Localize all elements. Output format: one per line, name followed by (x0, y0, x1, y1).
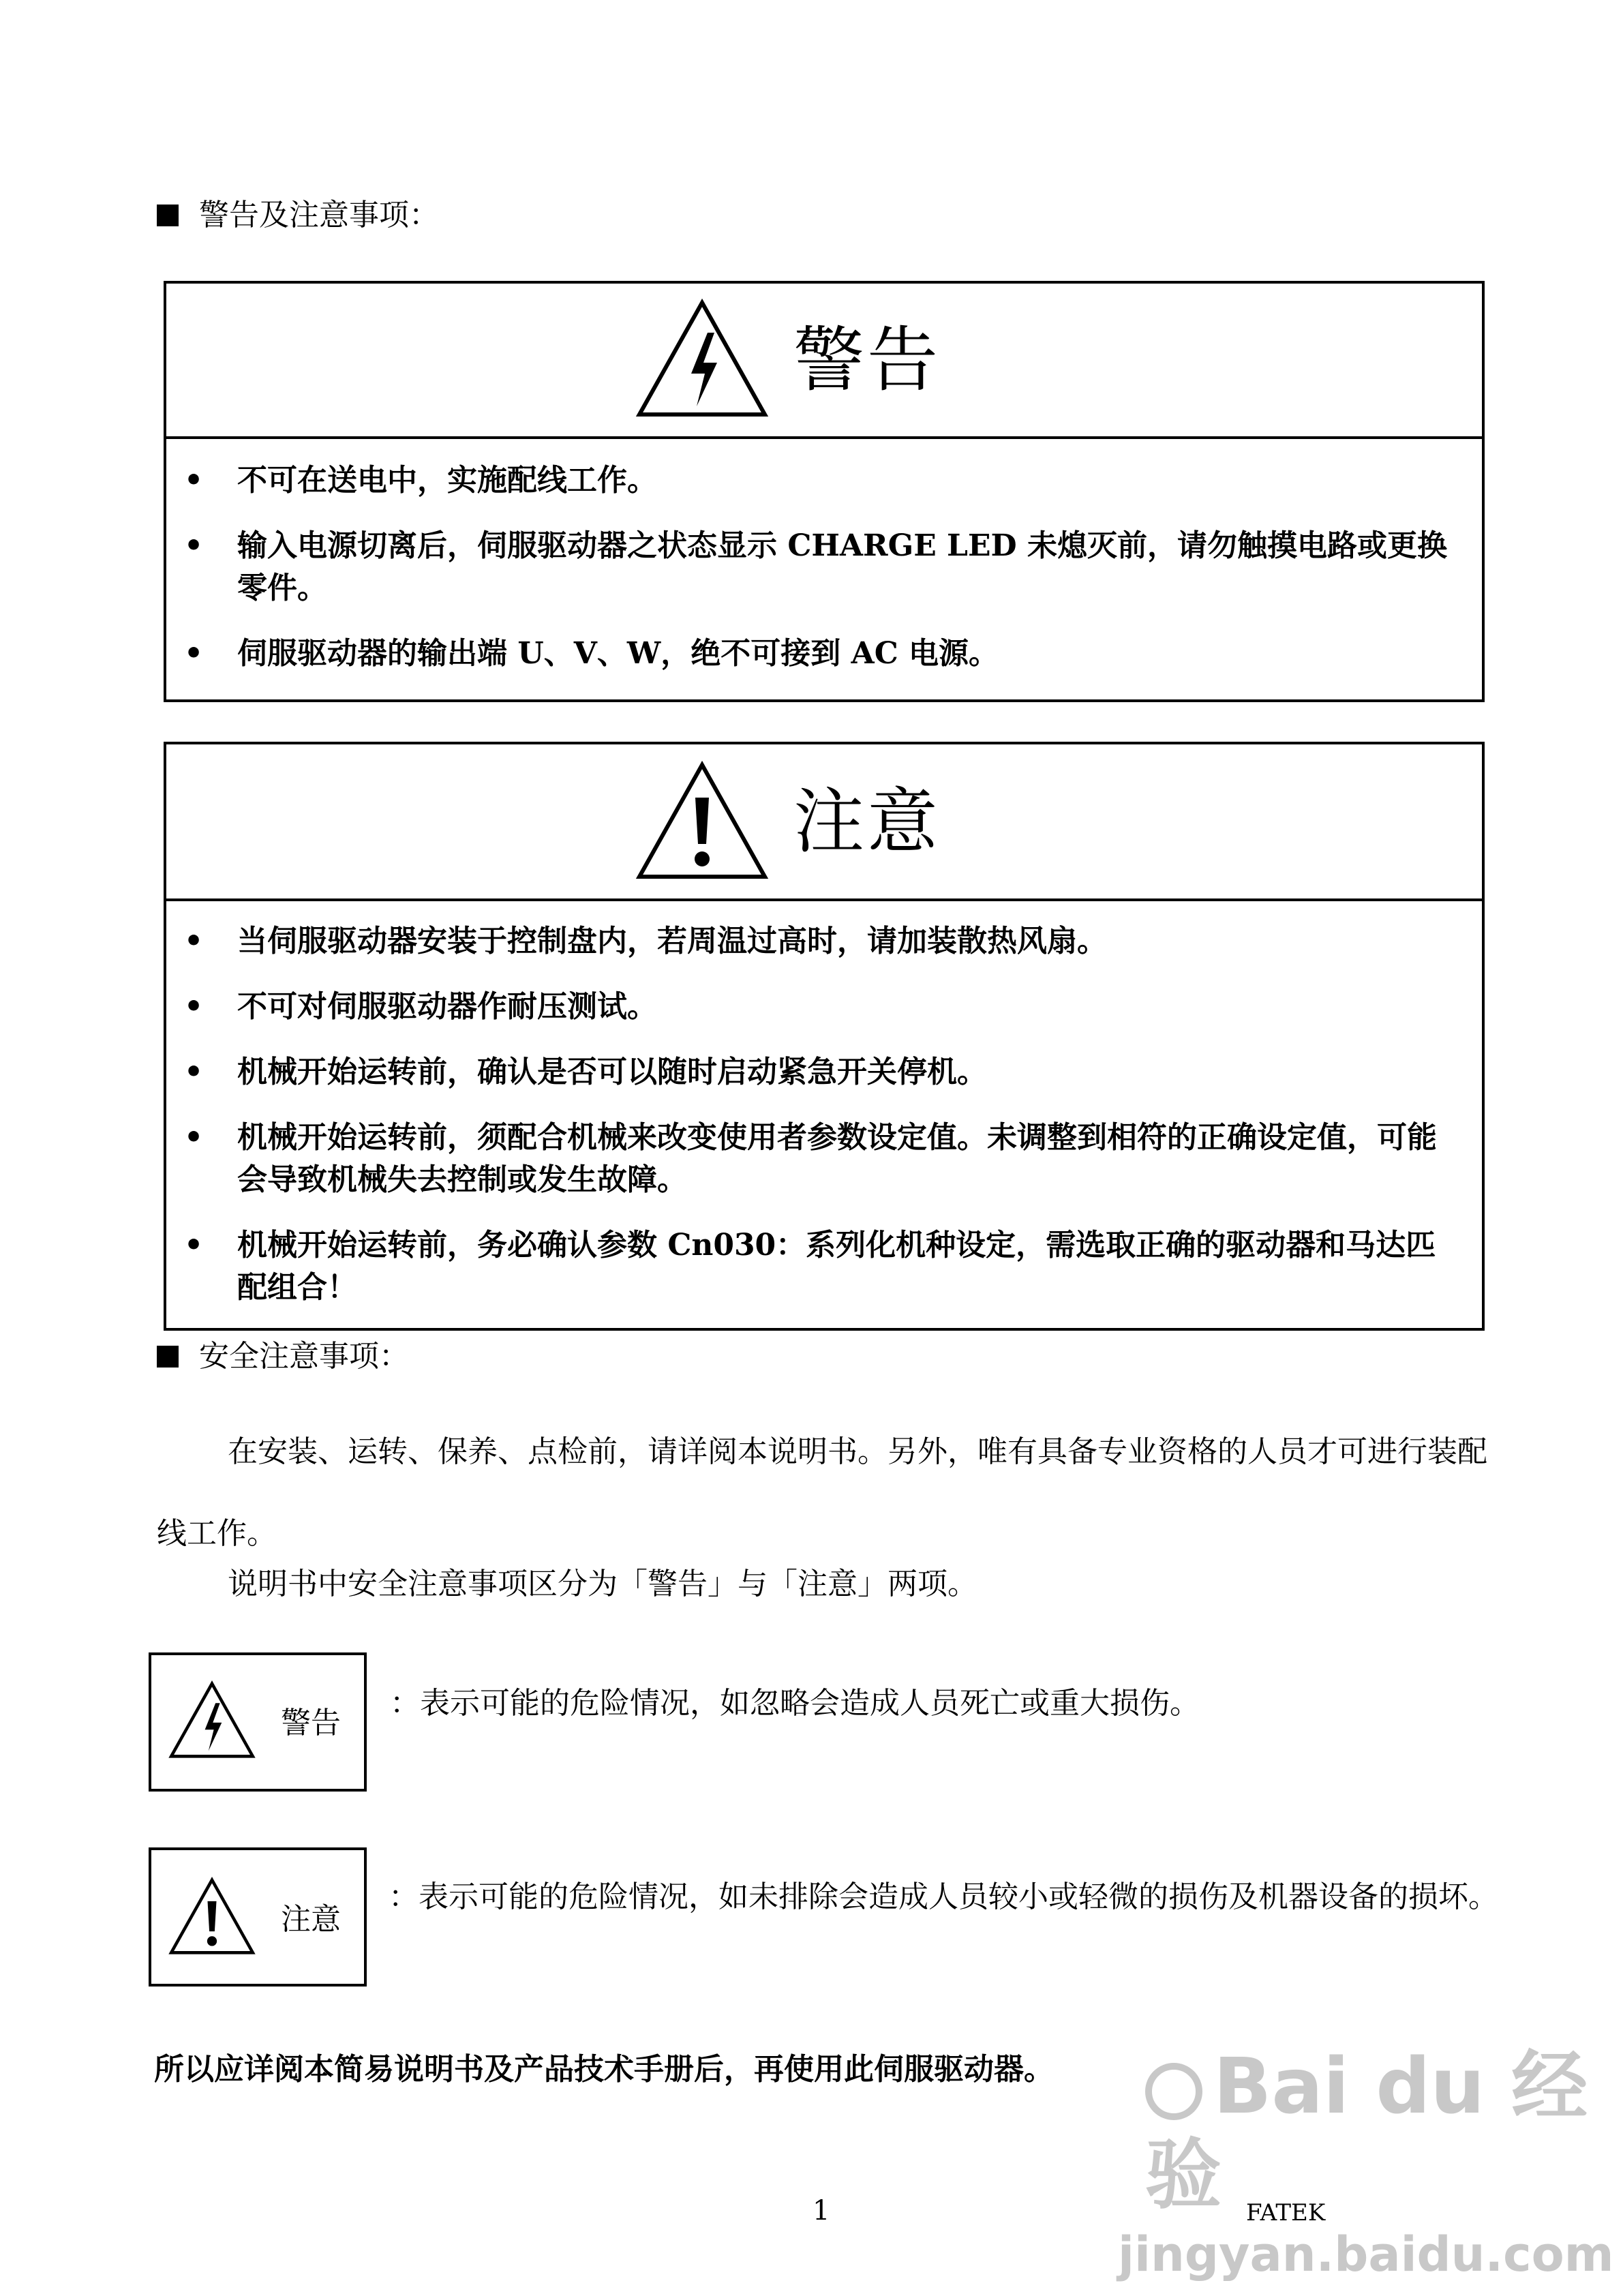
square-bullet-icon (157, 1346, 179, 1368)
warning-box (164, 281, 1485, 702)
section-heading-safety (157, 1336, 409, 1377)
watermark-logo-text: Bai du 经验 (1145, 2042, 1588, 2220)
list-item: • 机械开始运转前，确认是否可以随时启动紧急开关停机。 (166, 1051, 1482, 1093)
warning-list (166, 459, 1482, 675)
baidu-paw-icon (1145, 2063, 1202, 2120)
lightning-warning-icon (168, 1680, 256, 1760)
caution-title: 注意 (793, 780, 941, 863)
lightning-warning-icon (634, 297, 770, 420)
paragraph-intro: 在安装、运转、保养、点检前，请详阅本说明书。另外，唯有具备专业资格的人员才可进行装配线工作。 (157, 1434, 1487, 1551)
caution-box-header (166, 744, 1482, 901)
list-item: • 机械开始运转前，务必确认参数 Cn030：系列化机种设定，需选取正确的驱动器和马达匹配组合！ (166, 1224, 1482, 1309)
list-item: • 不可对伺服驱动器作耐压测试。 (166, 986, 1482, 1028)
exclamation-caution-icon (634, 759, 770, 882)
section-heading-warnings (157, 195, 439, 236)
list-item: • 伺服驱动器的输出端 U、V、W，绝不可接到 AC 电源。 (166, 633, 1482, 675)
closing-statement: 所以应详阅本简易说明书及产品技术手册后，再使用此伺服驱动器。 (154, 2052, 1054, 2087)
legend-warning-box (149, 1652, 367, 1792)
legend-warning-desc: ：表示可能的危险情况，如忽略会造成人员死亡或重大损伤。 (390, 1686, 1200, 1721)
exclamation-caution-icon (168, 1876, 256, 1957)
watermark-url: jingyan.baidu.com (1118, 2226, 1614, 2282)
page-number: 1 (813, 2195, 830, 2226)
list-item: • 机械开始运转前，须配合机械来改变使用者参数设定值。未调整到相符的正确设定值，可能会导致机械失去控制或发生故障。 (166, 1117, 1482, 1201)
warning-box-header (166, 284, 1482, 439)
paragraph-categories: 说明书中安全注意事项区分为「警告」与「注意」两项。 (228, 1567, 977, 1601)
legend-caution-box (149, 1847, 367, 1987)
legend-caution-label: 注意 (281, 1902, 341, 1937)
footer-brand: FATEK (1246, 2199, 1326, 2226)
caution-box (164, 742, 1485, 1331)
list-item: • 不可在送电中，实施配线工作。 (166, 459, 1482, 502)
watermark-logo (1145, 2042, 1623, 2220)
section-heading-text: 警告及注意事项： (199, 198, 439, 232)
list-item: • 输入电源切离后，伺服驱动器之状态显示 CHARGE LED 未熄灭前，请勿触摸电路或更换零件。 (166, 525, 1482, 609)
warning-title: 警告 (793, 318, 941, 402)
square-bullet-icon (157, 205, 179, 226)
list-item: • 当伺服驱动器安装于控制盘内，若周温过高时，请加装散热风扇。 (166, 920, 1482, 963)
section-heading-text: 安全注意事项： (199, 1339, 409, 1374)
legend-caution-desc: ：表示可能的危险情况，如未排除会造成人员较小或轻微的损伤及机器设备的损坏。 (389, 1879, 1498, 1914)
legend-warning-label: 警告 (281, 1706, 341, 1740)
caution-list (166, 920, 1482, 1309)
